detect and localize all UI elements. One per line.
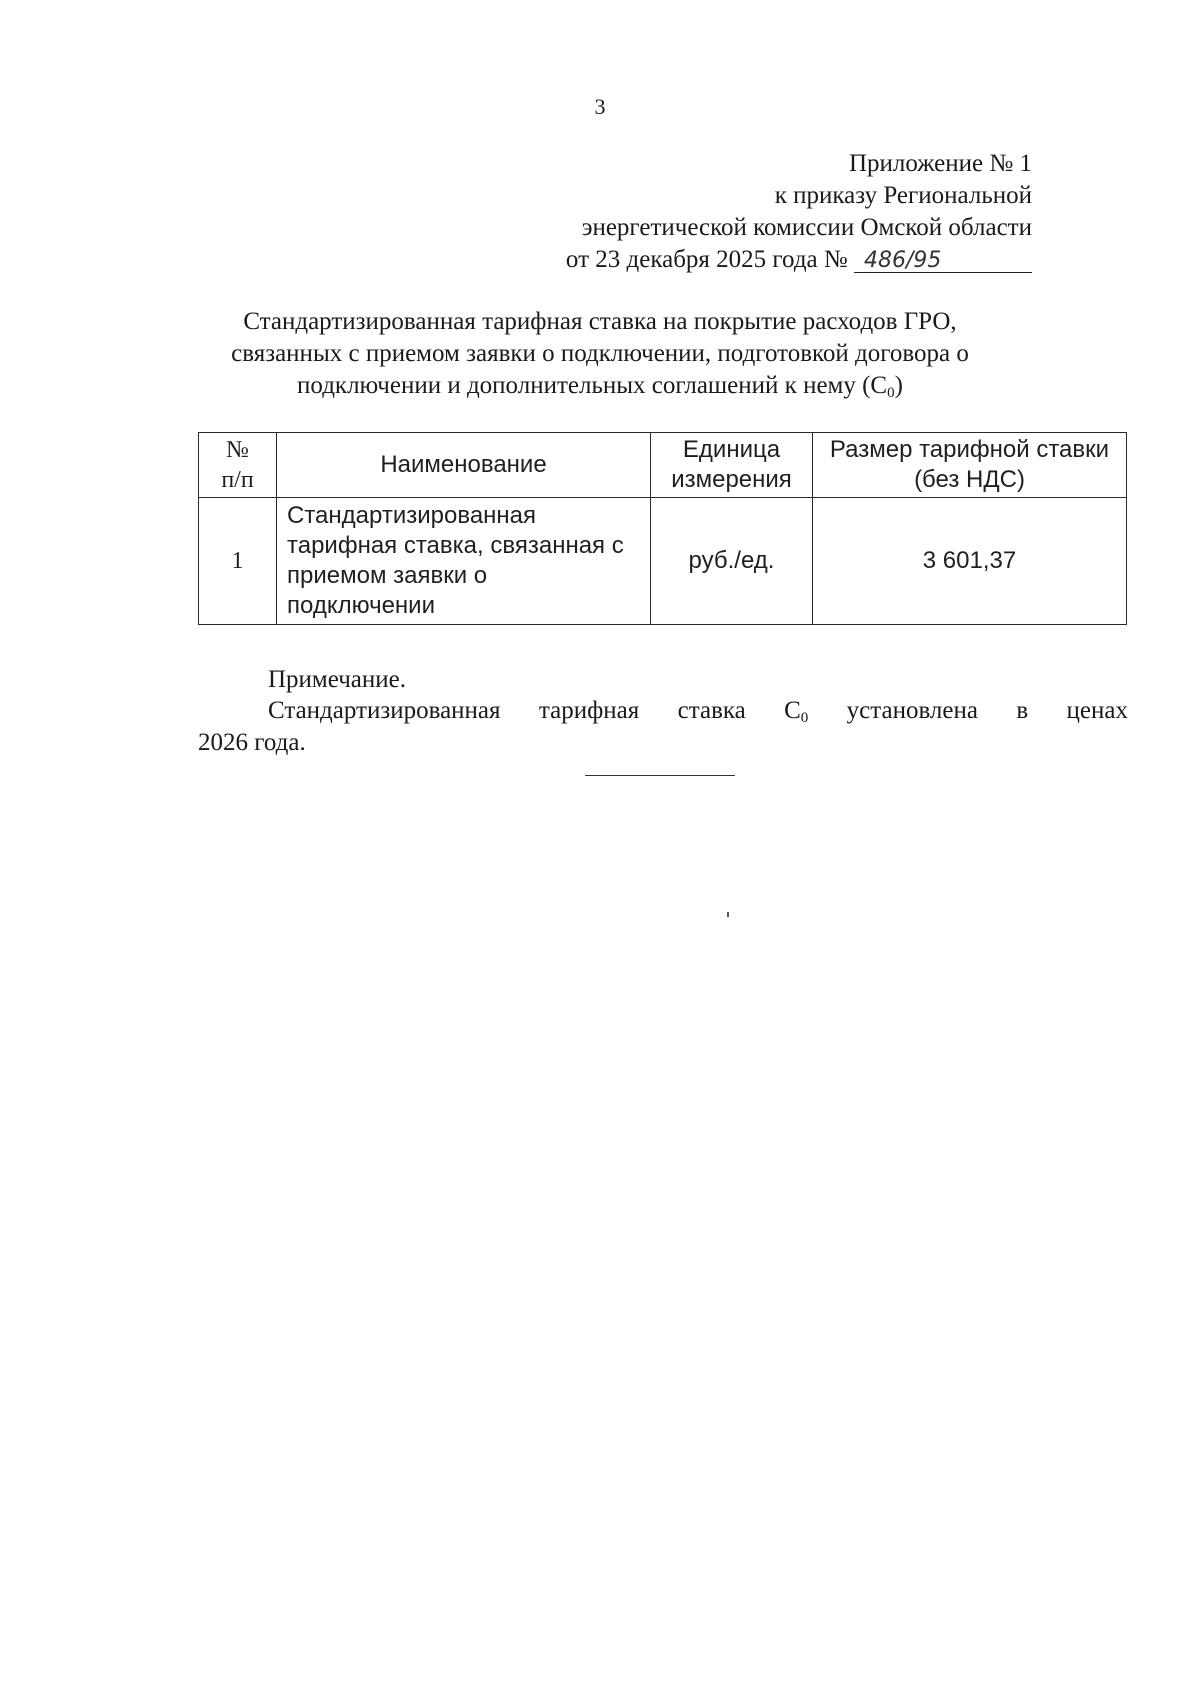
document-title-line-3 [0,372,1200,402]
handwritten-order-number: 486/95 [854,250,1032,273]
row-name [277,498,651,625]
appendix-order-date-line [566,246,1032,274]
title-line-3-text: подключении и дополнительных соглашений к нему (С [297,372,888,399]
note-word: в [1016,697,1029,724]
appendix-order-date: от 23 декабря 2025 года № [565,246,848,273]
row-unit: руб./ед. [651,498,813,625]
note-word: Стандартизированная [268,697,501,724]
tariff-table [198,432,1127,625]
note-word: установлена [846,697,978,724]
header-unit-line-1: Единица [682,436,781,463]
table-row [199,498,1127,625]
note-symbol-letter: С [784,697,801,724]
row-name-line-1: Стандартизированная [287,502,537,529]
header-name: Наименование [277,433,651,498]
note-text-line-1 [268,697,1128,727]
title-line-3-close: ) [894,372,903,399]
row-name-line-3: приемом заявки о [287,562,488,589]
note-title: Примечание. [268,666,407,693]
page-number: 3 [594,94,606,119]
document-title-line-1: Стандартизированная тарифная ставка на покрытие расходов ГРО, [243,308,957,335]
appendix-heading: Приложение № 1 [848,150,1032,177]
note-word: ставка [677,697,746,724]
header-rate-line-1: Размер тарифной ставки [829,436,1110,463]
note-word: ценах [1066,697,1128,724]
header-number-abbr: п/п [221,467,254,493]
note-text-line-2: 2026 года. [198,729,306,756]
header-number [199,433,277,498]
header-rate-line-2: (без НДС) [914,466,1025,493]
header-unit [651,433,813,498]
note-word: тарифная [538,697,640,724]
header-unit-line-2: измерения [671,466,792,493]
header-number-symbol: № [226,437,249,463]
appendix-order-reference: к приказу Региональной [774,182,1032,209]
row-name-line-4: подключении [287,592,435,619]
header-rate [813,433,1127,498]
row-name-line-2: тарифная ставка, связанная с [287,532,624,559]
note-symbol-subscript: 0 [800,710,809,726]
document-title-line-2: связанных с приемом заявки о подключении, подготовкой договора о [231,340,969,367]
closing-divider [585,775,735,776]
row-rate: 3 601,37 [813,498,1127,625]
note-symbol [784,697,808,727]
row-number: 1 [199,498,277,625]
appendix-commission-name: энергетической комиссии Омской области [581,214,1032,241]
title-subscript: 0 [887,385,895,401]
table-header-row [199,433,1127,498]
scan-artifact [727,912,729,917]
